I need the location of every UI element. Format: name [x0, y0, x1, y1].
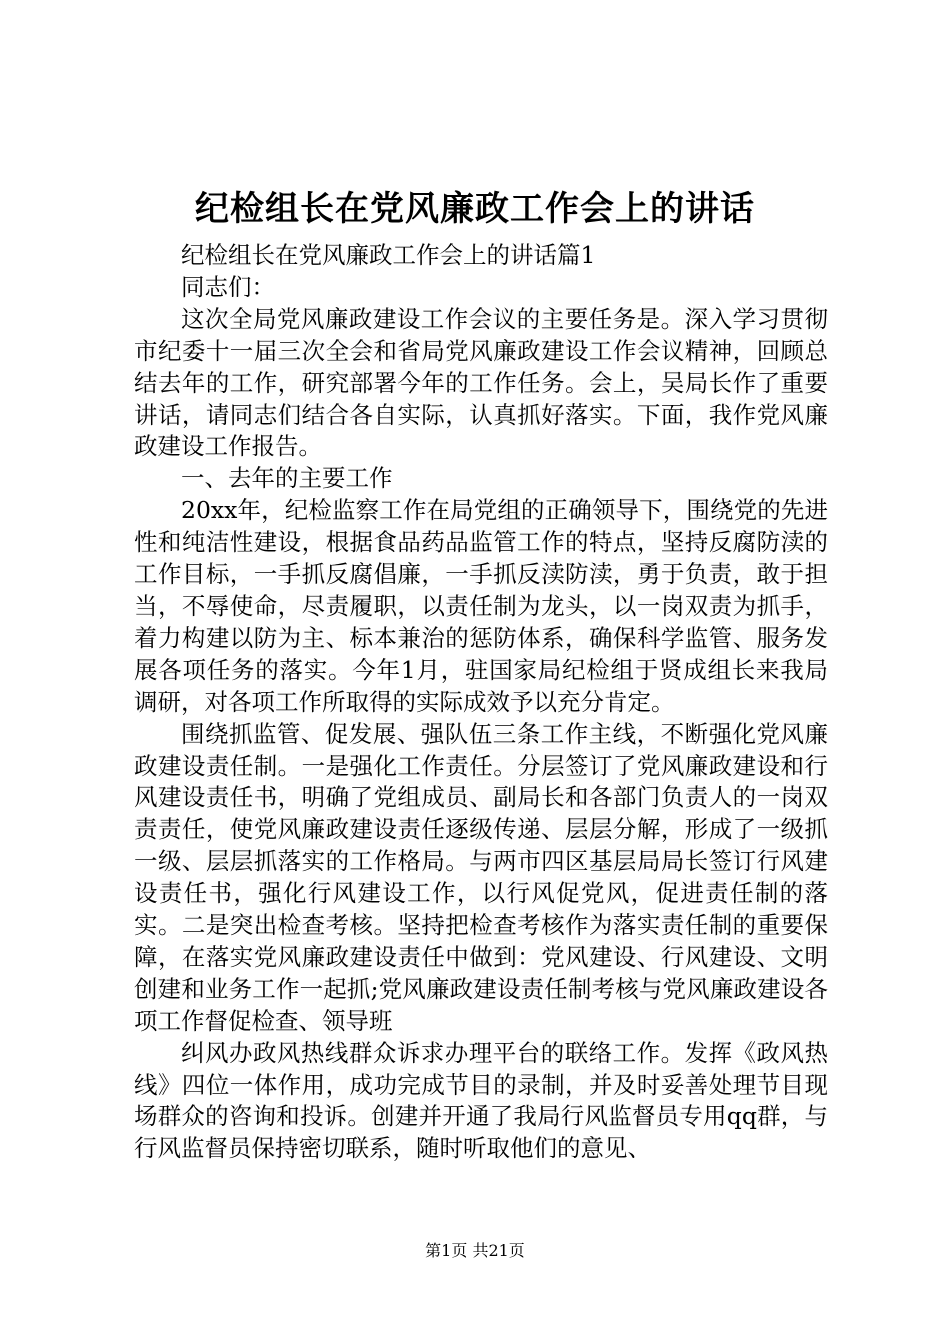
- paragraph: 围绕抓监管、促发展、强队伍三条工作主线，不断强化党风廉政建设责任制。一是强化工作责任。分层签订了党风廉政建设和行风建设责任书，明确了党组成员、副局长和各部门负责人的一岗双责责任，使党风廉政建设责任逐级传递、层层分解，形成了一级抓一级、层层抓落实的工作格局。与两市四区基层局局长签订行风建设责任书，强化行风建设工作，以行风促党风，促进责任制的落实。二是突出检查考核。坚持把检查考核作为落实责任制的重要保障，在落实党风廉政建设责任中做到：党风建设、行风建设、文明创建和业务工作一起抓;党风廉政建设责任制考核与党风廉政建设各项工作督促检查、领导班: [134, 719, 828, 1035]
- paragraph: 20xx年，纪检监察工作在局党组的正确领导下，围绕党的先进性和纯洁性建设，根据食品药品监管工作的特点，坚持反腐防渎的工作目标，一手抓反腐倡廉，一手抓反渎防渎，勇于负责，敢于担当，不辱使命，尽责履职，以责任制为龙头，以一岗双责为抓手，着力构建以防为主、标本兼治的惩防体系，确保科学监管、服务发展各项任务的落实。今年1月，驻国家局纪检组于贤成组长来我局调研，对各项工作所取得的实际成效予以充分肯定。: [134, 496, 828, 716]
- paragraph: 这次全局党风廉政建设工作会议的主要任务是。深入学习贯彻市纪委十一届三次全会和省局党风廉政建设工作会议精神，回顾总结去年的工作，研究部署今年的工作任务。会上，吴局长作了重要讲话，请同志们结合各自实际，认真抓好落实。下面，我作党风廉政建设工作报告。: [134, 304, 828, 461]
- document-title: 纪检组长在党风廉政工作会上的讲话: [195, 189, 755, 229]
- section-heading: 一、去年的主要工作: [181, 464, 393, 493]
- document-body: [134, 240, 828, 1165]
- paragraph-salutation: 同志们：: [181, 272, 275, 301]
- paragraph: 纠风办政风热线群众诉求办理平台的联络工作。发挥《政风热线》四位一体作用，成功完成节目的录制，并及时妥善处理节目现场群众的咨询和投诉。创建并开通了我局行风监督员专用qq群，与行风监督员保持密切联系，随时听取他们的意见、: [134, 1038, 828, 1163]
- paragraph-subtitle: 纪检组长在党风廉政工作会上的讲话篇1: [181, 241, 596, 269]
- page-footer: 第1页 共21页: [425, 1241, 525, 1260]
